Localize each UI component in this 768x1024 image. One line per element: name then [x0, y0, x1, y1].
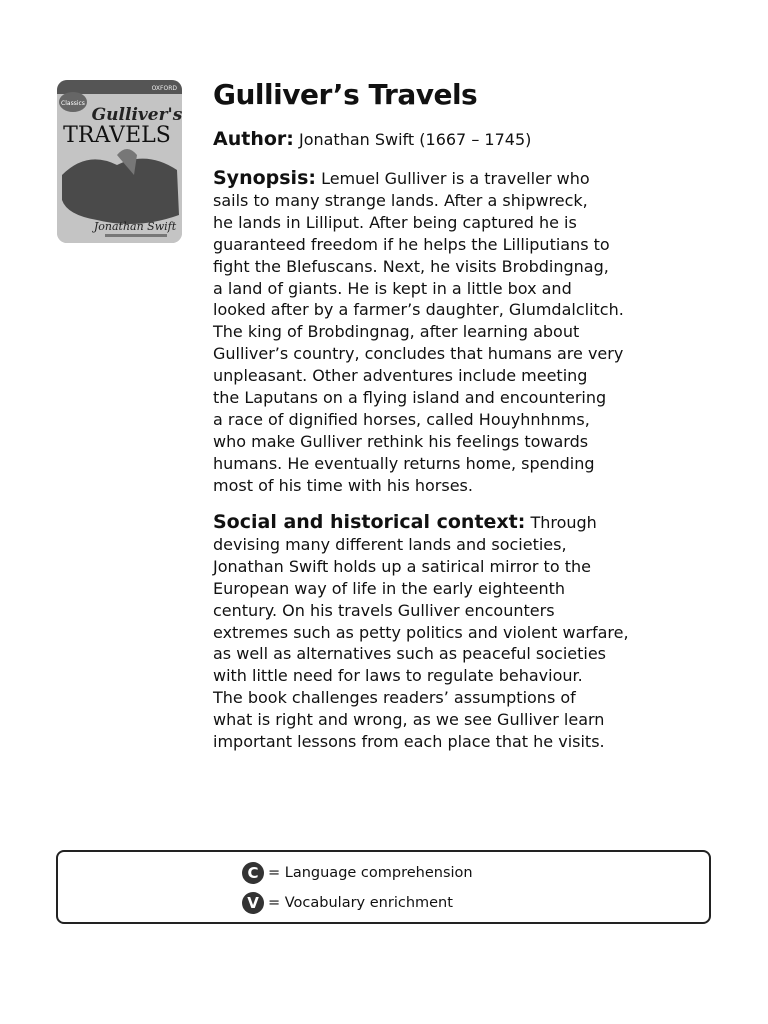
text-line [213, 556, 629, 578]
legend-text: = Vocabulary enrichment [268, 895, 453, 911]
line-text: Jonathan Swift holds up a satirical mirror to the [213, 556, 591, 576]
svg-text:TRAVELS: TRAVELS [63, 123, 171, 148]
line-text: with little need for laws to regulate behaviour. [213, 666, 583, 686]
text-line [213, 234, 624, 256]
line-text: fight the Blefuscans. Next, he visits Brobdingnag, [213, 256, 609, 276]
legend-text: = Language comprehension [268, 865, 473, 881]
book-cover-image [57, 80, 182, 243]
text-line [213, 365, 624, 387]
line-text: century. On his travels Gulliver encounters [213, 600, 555, 620]
line-text: what is right and wrong, as we see Gulliver learn [213, 710, 605, 730]
line-text: guaranteed freedom if he helps the Lilliputians to [213, 234, 610, 254]
text-line [213, 600, 629, 622]
line-text: European way of life in the early eighteenth [213, 578, 566, 598]
comprehension-badge-icon: C [242, 862, 264, 884]
line-text: a race of dignified horses, called Houyhnhnms, [213, 409, 590, 429]
text-line [213, 321, 624, 343]
text-line [213, 343, 624, 365]
text-line [213, 475, 624, 497]
svg-text:OXFORD: OXFORD [151, 85, 177, 92]
text-line [213, 212, 624, 234]
svg-text:Classics: Classics [61, 100, 85, 107]
text-line [213, 453, 624, 475]
text-line [213, 512, 629, 534]
text-line [213, 278, 624, 300]
text-line [213, 622, 629, 644]
section-heading: Synopsis: [213, 167, 316, 189]
line-text: Gulliver’s country, concludes that humans are very [213, 344, 624, 364]
synopsis-section [213, 168, 624, 497]
svg-text:Jonathan Swift: Jonathan Swift [93, 220, 177, 233]
text-line [213, 643, 629, 665]
line-text: extremes such as petty politics and violent warfare, [213, 622, 629, 642]
text-line [213, 709, 629, 731]
svg-text:Gulliver's: Gulliver's [91, 105, 182, 125]
legend-item-comprehension [242, 862, 473, 884]
line-text: devising many different lands and societies, [213, 534, 567, 554]
line-text: humans. He eventually returns home, spending [213, 453, 595, 473]
text-line [213, 665, 629, 687]
text-line [213, 256, 624, 278]
line-text: The book challenges readers’ assumptions of [213, 688, 576, 708]
line-text: Through [530, 513, 597, 532]
author-line [213, 128, 531, 150]
text-line [213, 299, 624, 321]
author-label: Author: [213, 128, 294, 150]
line-text: Lemuel Gulliver is a traveller who [321, 169, 590, 188]
legend-box [56, 850, 711, 924]
line-text: a land of giants. He is kept in a little box and [213, 278, 572, 298]
line-text: as well as alternatives such as peaceful societies [213, 644, 607, 664]
text-line [213, 168, 624, 190]
text-line [213, 687, 629, 709]
line-text: who make Gulliver rethink his feelings towards [213, 431, 589, 451]
line-text: looked after by a farmer’s daughter, Glumdalclitch. [213, 300, 624, 320]
text-line [213, 387, 624, 409]
line-text: sails to many strange lands. After a shipwreck, [213, 190, 588, 210]
book-title: Gulliver’s Travels [213, 78, 478, 111]
text-line [213, 731, 629, 753]
text-line [213, 534, 629, 556]
section-heading: Social and historical context: [213, 511, 526, 533]
text-line [213, 431, 624, 453]
text-line [213, 190, 624, 212]
context-section [213, 512, 629, 753]
line-text: important lessons from each place that he visits. [213, 732, 605, 752]
line-text: the Laputans on a flying island and encountering [213, 388, 607, 408]
legend-item-vocabulary [242, 892, 453, 914]
line-text: most of his time with his horses. [213, 475, 473, 495]
line-text: unpleasant. Other adventures include meeting [213, 366, 588, 386]
text-line [213, 409, 624, 431]
line-text: he lands in Lilliput. After being captured he is [213, 212, 577, 232]
line-text: The king of Brobdingnag, after learning about [213, 322, 580, 342]
vocabulary-badge-icon: V [242, 892, 264, 914]
text-line [213, 578, 629, 600]
author-value: Jonathan Swift (1667 – 1745) [298, 130, 532, 149]
